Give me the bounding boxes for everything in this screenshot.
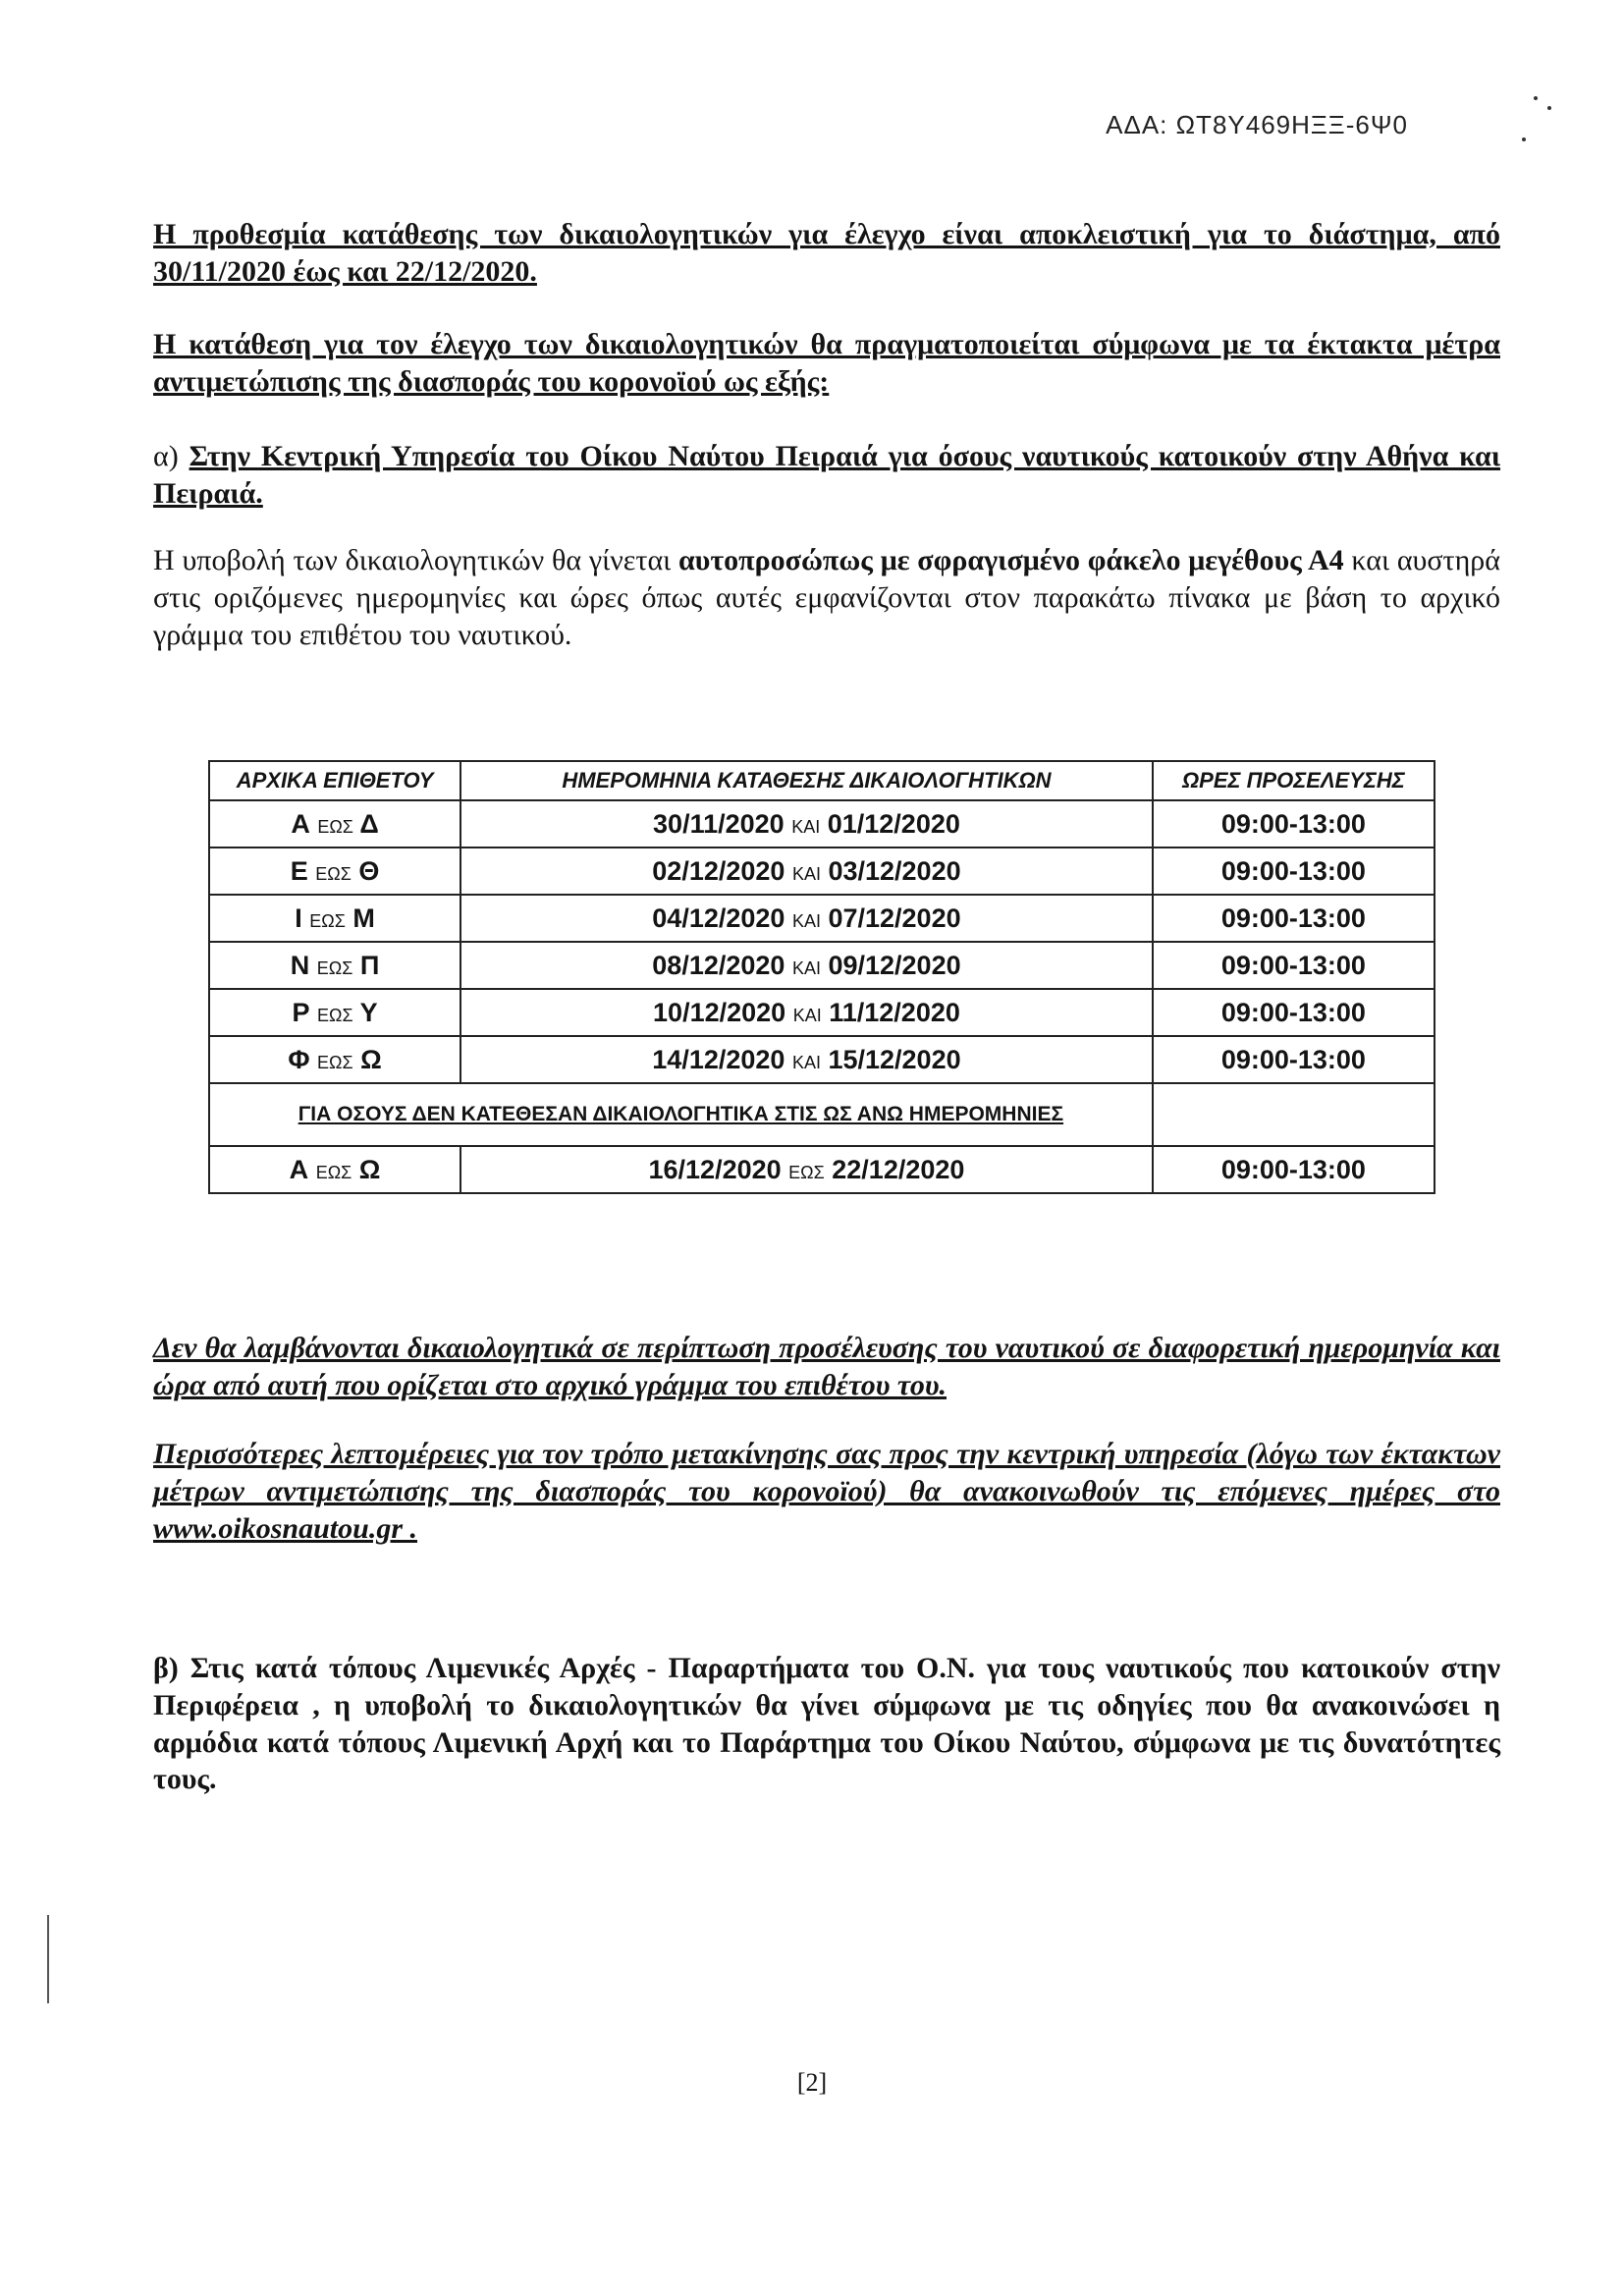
header-surname-initials: ΑΡΧΙΚΑ ΕΠΙΘΕΤΟΥ: [209, 761, 460, 800]
date-range: 16/12/2020 ΕΩΣ 22/12/2020: [460, 1146, 1153, 1193]
late-submission-note: ΓΙΑ ΟΣΟΥΣ ΔΕΝ ΚΑΤΕΘΕΣΑΝ ΔΙΚΑΙΟΛΟΓΗΤΙΚΑ ΣΤΙΣ ΩΣ ΑΝΩ ΗΜΕΡΟΜΗΝΙΕΣ: [209, 1083, 1153, 1146]
letter-range: Φ ΕΩΣ Ω: [209, 1036, 460, 1083]
submission-paragraph: [153, 542, 1500, 653]
hours: 09:00-13:00: [1153, 1036, 1435, 1083]
submission-text-start: Η υποβολή των δικαιολογητικών θα γίνεται: [153, 544, 672, 576]
hours: 09:00-13:00: [1153, 895, 1435, 942]
table-row: [209, 989, 1435, 1036]
table-row: [209, 847, 1435, 895]
submission-text-end: και αυστηρά στις οριζόμενες ημερομηνίες και ώρες όπως αυτές εμφανίζονται στον παρακάτω πίνακα με βάση το αρχικό γράμμα του επιθέτου του ναυτικού.: [153, 544, 1500, 651]
alpha-text: Στην Κεντρική Υπηρεσία του Οίκου Ναύτου Πειραιά για όσους ναυτικούς κατοικούν στην Αθήνα και Πειραιά.: [153, 440, 1501, 510]
date-range: 10/12/2020 ΚΑΙ 11/12/2020: [460, 989, 1153, 1036]
letter-range: Α ΕΩΣ Ω: [209, 1146, 460, 1193]
letter-range: Ν ΕΩΣ Π: [209, 942, 460, 989]
hours: 09:00-13:00: [1153, 847, 1435, 895]
hours: 09:00-13:00: [1153, 800, 1435, 847]
page-number: [2]: [796, 2068, 828, 2097]
date-range: 30/11/2020 ΚΑΙ 01/12/2020: [460, 800, 1153, 847]
date-range: 08/12/2020 ΚΑΙ 09/12/2020: [460, 942, 1153, 989]
letter-range: Ι ΕΩΣ Μ: [209, 895, 460, 942]
hours: 09:00-13:00: [1153, 942, 1435, 989]
more-details-paragraph: Περισσότερες λεπτομέρειες για τον τρόπο μετακίνησης σας προς την κεντρική υπηρεσία (λόγω των έκτακτων μέτρων αντιμετώπισης της διασποράς του κορονοϊού) θα ανακοινωθούν τις επόμενες ημέρες στο www.oikosnautou.gr .: [153, 1438, 1500, 1545]
date-range: 14/12/2020 ΚΑΙ 15/12/2020: [460, 1036, 1153, 1083]
no-acceptance-paragraph: Δεν θα λαμβάνονται δικαιολογητικά σε περίπτωση προσέλευσης του ναυτικού σε διαφορετική ημερομηνία και ώρα από αυτή που ορίζεται στο αρχικό γράμμα του επιθέτου του.: [153, 1332, 1500, 1401]
beta-paragraph: β) Στις κατά τόπους Λιμενικές Αρχές - Παραρτήματα του Ο.Ν. για τους ναυτικούς που κατοικούν στην Περιφέρεια , η υποβολή το δικαιολογητικών θα γίνει σύμφωνα με τις οδηγίες που θα ανακοινώσει η αρμόδια κατά τόπους Λιμενική Αρχή και το Παράρτημα του Οίκου Ναύτου, σύμφωνα με τις δυνατότητες τους.: [153, 1652, 1500, 1796]
alpha-paragraph: [153, 438, 1500, 513]
scan-speck: [1522, 137, 1526, 141]
submission-text-bold: αυτοπροσώπως με σφραγισμένο φάκελο μεγέθους Α4: [678, 544, 1344, 576]
header-submission-date: ΗΜΕΡΟΜΗΝΙΑ ΚΑΤΑΘΕΣΗΣ ΔΙΚΑΙΟΛΟΓΗΤΙΚΩΝ: [460, 761, 1153, 800]
hours: 09:00-13:00: [1153, 1146, 1435, 1193]
scan-speck: [1534, 96, 1538, 100]
late-note-row: [209, 1083, 1435, 1146]
table-row: [209, 895, 1435, 942]
table-row: [209, 800, 1435, 847]
table-row: [209, 1146, 1435, 1193]
scan-margin-line: [47, 1915, 49, 2003]
table-header-row: [209, 761, 1435, 800]
late-note-empty-cell: [1153, 1083, 1435, 1146]
scan-speck: [1547, 106, 1551, 110]
letter-range: Ε ΕΩΣ Θ: [209, 847, 460, 895]
alpha-marker: α): [153, 440, 179, 472]
date-range: 04/12/2020 ΚΑΙ 07/12/2020: [460, 895, 1153, 942]
schedule-table: [208, 760, 1435, 1194]
table-row: [209, 1036, 1435, 1083]
ada-code: ΑΔΑ: ΩΤ8Υ469ΗΞΞ-6Ψ0: [1106, 110, 1408, 139]
hours: 09:00-13:00: [1153, 989, 1435, 1036]
deadline-paragraph: Η προθεσμία κατάθεσης των δικαιολογητικών για έλεγχο είναι αποκλειστική για το διάστημα, από 30/11/2020 έως και 22/12/2020.: [153, 218, 1500, 288]
deposit-measures-paragraph: Η κατάθεση για τον έλεγχο των δικαιολογητικών θα πραγματοποιείται σύμφωνα με τα έκτακτα μέτρα αντιμετώπισης της διασποράς του κορονοϊού ως εξής:: [153, 328, 1500, 398]
table-row: [209, 942, 1435, 989]
letter-range: Ρ ΕΩΣ Υ: [209, 989, 460, 1036]
date-range: 02/12/2020 ΚΑΙ 03/12/2020: [460, 847, 1153, 895]
header-arrival-hours: ΩΡΕΣ ΠΡΟΣΕΛΕΥΣΗΣ: [1153, 761, 1435, 800]
letter-range: Α ΕΩΣ Δ: [209, 800, 460, 847]
